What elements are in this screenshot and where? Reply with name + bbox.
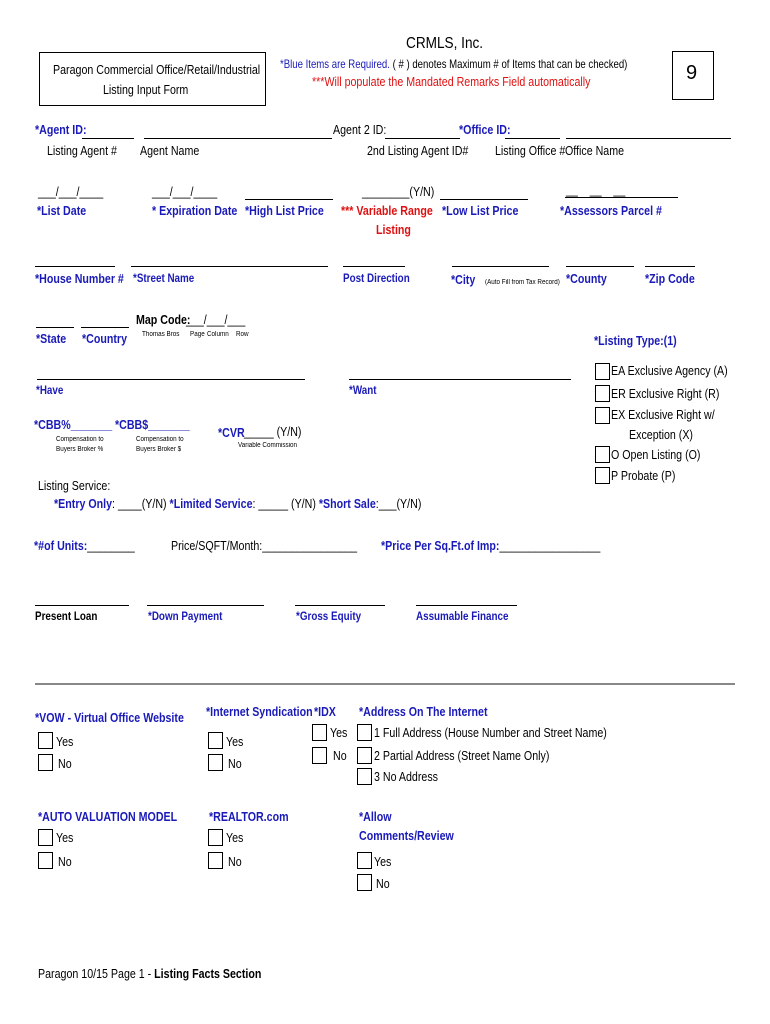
cbb-dollar-label: *CBB$_______ (115, 417, 190, 432)
idx-no-label: No (333, 748, 347, 763)
assumable-finance-field[interactable] (416, 605, 517, 606)
idx-yes-checkbox[interactable] (312, 724, 327, 741)
listing-type-ex-label: EX Exclusive Right w/ (611, 407, 715, 422)
avm-label: *AUTO VALUATION MODEL (38, 809, 178, 824)
office-id-field[interactable] (505, 138, 560, 139)
avm-no-checkbox[interactable] (38, 852, 53, 869)
low-list-price-field[interactable] (440, 199, 528, 200)
agent-id-field[interactable] (82, 138, 134, 139)
map-code-label: Map Code: (136, 312, 191, 327)
listing-type-ea-label: EA Exclusive Agency (A) (611, 363, 728, 378)
form-title-line-2: Listing Input Form (103, 82, 189, 97)
variable-range-blank[interactable]: ________(Y/N) (362, 184, 435, 199)
partial-address-label: 2 Partial Address (Street Name Only) (374, 748, 550, 763)
have-field[interactable] (37, 379, 305, 380)
full-address-checkbox[interactable] (357, 724, 372, 741)
footer-text: Paragon 10/15 Page 1 - (38, 966, 155, 981)
idx-no-checkbox[interactable] (312, 747, 327, 764)
num-units-group (34, 538, 135, 553)
limited-service-blank[interactable]: : _____ (Y/N) (252, 496, 316, 511)
page-caption: Page (190, 331, 205, 338)
column-caption: Column (207, 331, 229, 338)
listing-agent-caption: Listing Agent # (47, 143, 117, 158)
allow-comments-label-2: Comments/Review (359, 828, 454, 843)
post-direction-field[interactable] (343, 266, 405, 267)
footer (38, 966, 261, 981)
listing-type-er-label: ER Exclusive Right (R) (611, 386, 720, 401)
high-list-price-field[interactable] (245, 199, 333, 200)
price-sqft-month-label: Price/SQFT/Month: (171, 538, 263, 553)
agent2-id-label: Agent 2 ID: (333, 122, 387, 137)
vow-no-checkbox[interactable] (38, 754, 53, 771)
realtor-yes-checkbox[interactable] (208, 829, 223, 846)
city-label-group (451, 271, 568, 289)
down-payment-label: *Down Payment (148, 609, 223, 623)
realtor-no-checkbox[interactable] (208, 852, 223, 869)
vow-no-label: No (58, 756, 72, 771)
cvr-label: *CVR (218, 425, 245, 440)
vow-yes-label: Yes (56, 734, 74, 749)
internet-syndication-label: *Internet Syndication (206, 704, 313, 719)
down-payment-field[interactable] (147, 605, 264, 606)
num-units-label: *#of Units: (34, 538, 88, 553)
thomas-bros-caption: Thomas Bros (142, 331, 180, 338)
present-loan-label: Present Loan (35, 609, 98, 623)
house-number-field[interactable] (35, 266, 115, 267)
mandated-note: ***Will populate the Mandated Remarks Field automatically (312, 74, 591, 89)
city-label: *City (451, 272, 476, 287)
cbb-pct-label: *CBB%_______ (34, 417, 113, 432)
vow-label: *VOW - Virtual Office Website (35, 710, 184, 725)
address-internet-label: *Address On The Internet (359, 704, 488, 719)
allow-yes-label: Yes (374, 854, 392, 869)
low-list-price-label: *Low List Price (442, 203, 519, 218)
avm-yes-label: Yes (56, 830, 74, 845)
house-number-label: *House Number # (35, 271, 124, 286)
agent-id-label: *Agent ID: (35, 122, 87, 137)
second-agent-caption: 2nd Listing Agent ID# (367, 143, 469, 158)
page-number: 9 (686, 62, 698, 84)
footer-section: Listing Facts Section (154, 966, 262, 981)
no-address-checkbox[interactable] (357, 768, 372, 785)
listing-type-ea-checkbox[interactable] (595, 363, 610, 380)
state-label: *State (36, 331, 67, 346)
allow-no-label: No (376, 876, 390, 891)
agent2-id-field[interactable] (385, 138, 460, 139)
city-autofill-note: (Auto Fill from Tax Record) (485, 279, 560, 286)
row-caption: Row (236, 331, 249, 338)
county-label: *County (566, 271, 607, 286)
listing-service-row (54, 496, 421, 511)
section-divider (35, 683, 735, 685)
form-title-box (39, 52, 266, 106)
max-note: ( # ) denotes Maximum # of Items that can be checked) (392, 57, 628, 71)
required-note-blue: *Blue Items are Required. (280, 57, 390, 71)
limited-service-label: *Limited Service (169, 496, 253, 511)
avm-no-label: No (58, 854, 72, 869)
present-loan-field[interactable] (35, 605, 129, 606)
variable-commission-caption: Variable Commission (238, 442, 298, 449)
partial-address-checkbox[interactable] (357, 747, 372, 764)
assumable-finance-label: Assumable Finance (416, 609, 509, 623)
realtor-label: *REALTOR.com (209, 809, 289, 824)
street-name-field[interactable] (131, 266, 328, 267)
office-name-caption: Office Name (565, 143, 625, 158)
comp-dollar-caption-2: Buyers Broker $ (136, 446, 182, 453)
list-date-label: *List Date (37, 203, 87, 218)
listing-type-label: *Listing Type:(1) (594, 333, 677, 348)
county-field[interactable] (566, 266, 634, 267)
expiration-date-label: * Expiration Date (152, 203, 238, 218)
assessors-parcel-blank[interactable]: __ __ __ (566, 182, 626, 197)
map-code-blank[interactable]: ___/___/___ (186, 312, 246, 327)
state-field[interactable] (36, 327, 74, 328)
company-name: CRMLS, Inc. (406, 35, 484, 52)
price-per-sqft-blank[interactable]: _________________ (499, 538, 601, 553)
comp-pct-caption-2: Buyers Broker % (56, 446, 104, 453)
city-field[interactable] (452, 266, 549, 267)
realtor-no-label: No (228, 854, 242, 869)
syndication-no-label: No (228, 756, 242, 771)
listing-type-p-checkbox[interactable] (595, 467, 610, 484)
post-direction-label: Post Direction (343, 271, 410, 285)
variable-range-label-2: Listing (376, 222, 411, 237)
listing-service-label: Listing Service: (38, 478, 111, 493)
gross-equity-label: *Gross Equity (296, 609, 362, 623)
office-id-label: *Office ID: (459, 122, 511, 137)
high-list-price-label: *High List Price (245, 203, 324, 218)
full-address-label: 1 Full Address (House Number and Street Name) (374, 725, 607, 740)
realtor-yes-label: Yes (226, 830, 244, 845)
cvr-yn-blank[interactable]: _____ (Y/N) (244, 424, 302, 439)
syndication-yes-label: Yes (226, 734, 244, 749)
price-sqft-month-group (171, 538, 357, 553)
variable-range-label: *** Variable Range (341, 203, 433, 218)
gross-equity-field[interactable] (295, 605, 385, 606)
num-units-blank[interactable]: ________ (87, 538, 135, 553)
assessors-parcel-field[interactable] (565, 197, 678, 198)
listing-type-o-label: O Open Listing (O) (611, 447, 701, 462)
zip-code-field[interactable] (645, 266, 695, 267)
form-title-line-1: Paragon Commercial Office/Retail/Industrial (53, 62, 261, 77)
comp-dollar-caption-1: Compensation to (136, 436, 184, 443)
entry-only-blank[interactable]: : ____(Y/N) (112, 496, 167, 511)
syndication-yes-checkbox[interactable] (208, 732, 223, 749)
syndication-no-checkbox[interactable] (208, 754, 223, 771)
allow-yes-checkbox[interactable] (357, 852, 372, 869)
price-per-sqft-label: *Price Per Sq.Ft.of Imp: (381, 538, 500, 553)
zip-code-label: *Zip Code (645, 271, 695, 286)
want-field[interactable] (349, 379, 571, 380)
listing-type-p-label: P Probate (P) (611, 468, 676, 483)
comp-pct-caption-1: Compensation to (56, 436, 104, 443)
idx-label: *IDX (314, 704, 336, 719)
listing-type-o-checkbox[interactable] (595, 446, 610, 463)
list-date-blank[interactable]: ___/___/____ (38, 184, 104, 199)
price-sqft-month-blank[interactable]: ________________ (262, 538, 358, 553)
agent-name-field[interactable] (144, 138, 332, 139)
listing-type-ex-continued: Exception (X) (629, 427, 693, 442)
entry-only-label: *Entry Only (54, 496, 113, 511)
expiration-date-blank[interactable]: ___/___/____ (152, 184, 218, 199)
have-label: *Have (36, 383, 64, 397)
required-note (280, 57, 627, 71)
office-name-field[interactable] (566, 138, 731, 139)
listing-type-er-checkbox[interactable] (595, 385, 610, 402)
allow-comments-label-1: *Allow (359, 809, 392, 824)
no-address-label: 3 No Address (374, 769, 438, 784)
listing-type-ex-checkbox[interactable] (595, 407, 610, 424)
short-sale-blank[interactable]: :___(Y/N) (375, 496, 422, 511)
street-name-label: *Street Name (133, 271, 195, 285)
want-label: *Want (349, 383, 377, 397)
idx-yes-label: Yes (330, 725, 348, 740)
allow-no-checkbox[interactable] (357, 874, 372, 891)
country-field[interactable] (81, 327, 129, 328)
vow-yes-checkbox[interactable] (38, 732, 53, 749)
assessors-parcel-label: *Assessors Parcel # (560, 203, 662, 218)
avm-yes-checkbox[interactable] (38, 829, 53, 846)
agent-name-caption: Agent Name (140, 143, 200, 158)
country-label: *Country (82, 331, 128, 346)
price-per-sqft-group (381, 538, 600, 553)
listing-office-caption: Listing Office # (495, 143, 566, 158)
short-sale-label: *Short Sale (318, 496, 376, 511)
